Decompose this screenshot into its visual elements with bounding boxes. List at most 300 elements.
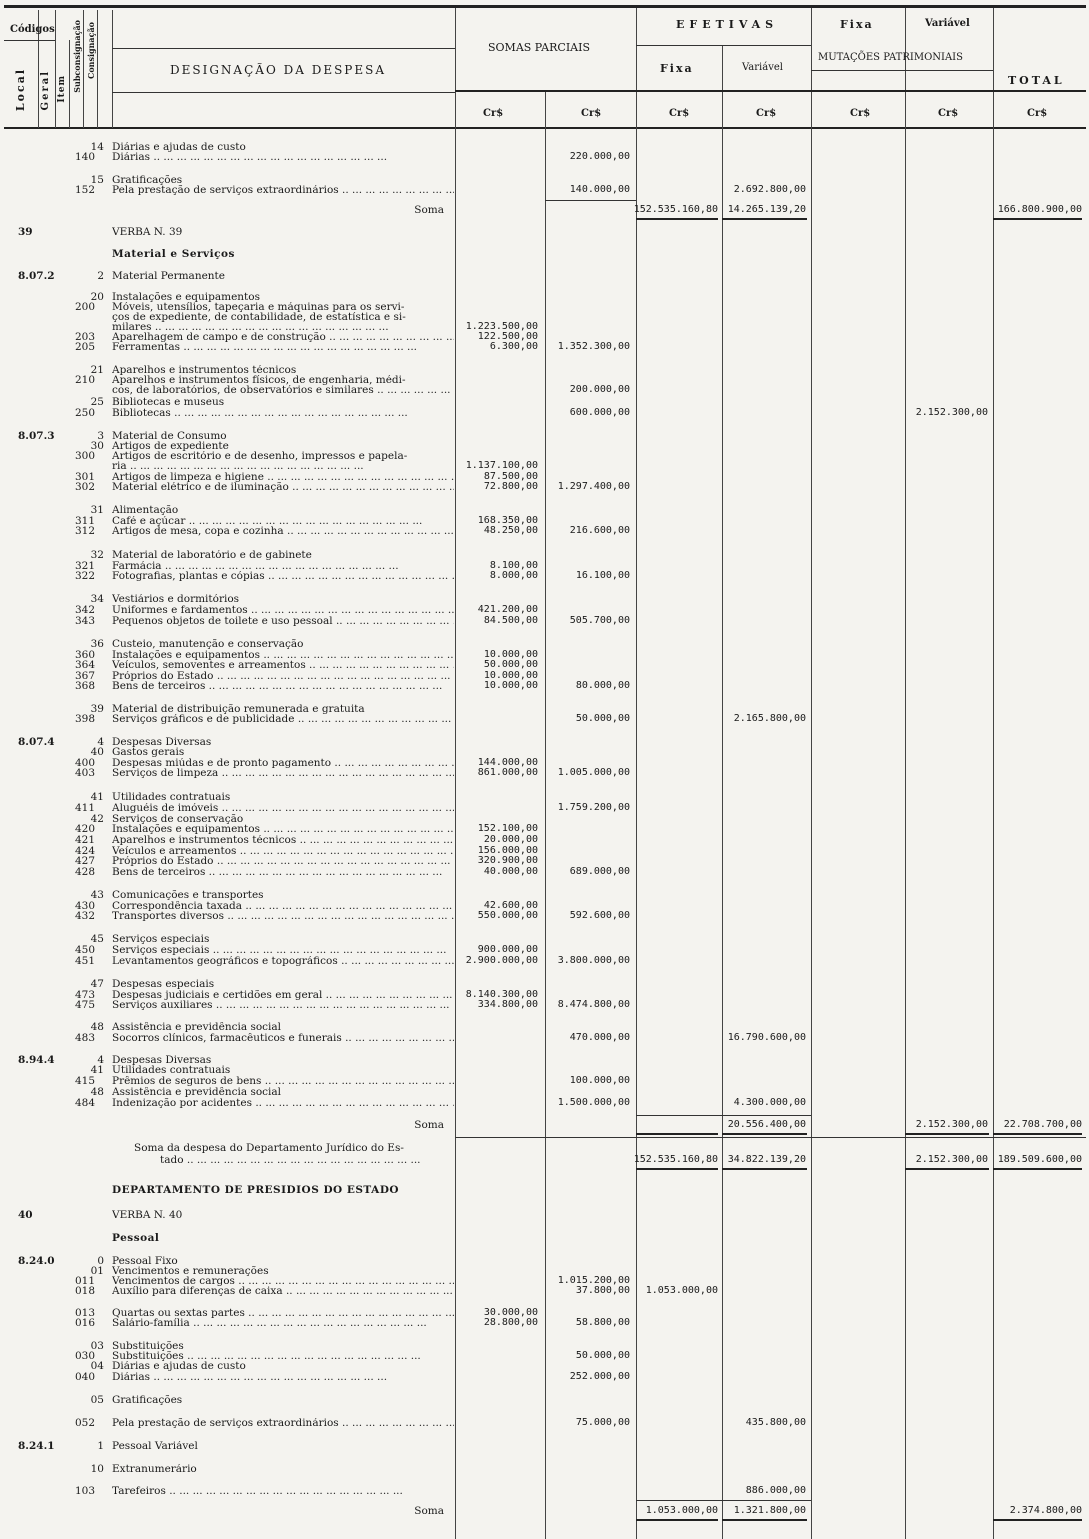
expense-description: Ferramentas .. ..	[112, 342, 454, 352]
partial-sum-2: 1.005.000,00	[557, 767, 630, 778]
partial-sum-1: 421.200,00	[477, 604, 538, 615]
expense-description: Pessoal Variável	[112, 1441, 198, 1451]
expense-description: Diárias e ajudas de custo	[112, 142, 246, 152]
subtotal-rule	[455, 1137, 1086, 1138]
col-rule-geral	[55, 10, 56, 128]
mutacao-variavel: 2.152.300,00	[915, 1154, 988, 1165]
col-rule-total	[993, 8, 994, 1539]
somas-parciais-header: SOMAS PARCIAIS	[488, 41, 590, 54]
expense-description: cos, de laboratórios, de observatórios e similares .. ..	[112, 385, 454, 395]
code-subconsignacao: 34	[90, 593, 104, 605]
code-subconsignacao: 03	[90, 1340, 104, 1352]
code-subconsignacao: 14	[90, 141, 104, 153]
expense-description: Gratificações	[112, 1395, 183, 1405]
total-value: 166.800.900,00	[997, 204, 1082, 215]
code-item: 451	[74, 955, 95, 967]
code-subconsignacao: 01	[90, 1265, 104, 1277]
code-subconsignacao: 32	[90, 549, 104, 561]
code-subconsignacao: 39	[90, 703, 104, 715]
expense-description: Pessoal	[112, 1233, 160, 1243]
sum-rule	[722, 1168, 807, 1170]
expense-description: milares .. ..	[112, 322, 454, 332]
partial-sum-2: 37.800,00	[575, 1285, 630, 1296]
col-rule-cons	[97, 10, 98, 128]
expense-description: Café e açúcar .. ..	[112, 516, 454, 526]
expense-description: Veículos, semoventes e arreamentos .. ..	[112, 660, 454, 670]
total-value: 2.374.800,00	[1009, 1505, 1082, 1516]
efetiva-variavel: 34.822.139,20	[727, 1154, 806, 1165]
expense-description: Artigos de limpeza e higiene .. ..	[112, 472, 454, 482]
expense-description: Salário-família .. ..	[112, 1318, 454, 1328]
expense-description: Serviços especiais	[112, 934, 210, 944]
expense-description: Material e Serviços	[112, 249, 235, 259]
expense-description: Vencimentos e remunerações	[112, 1266, 269, 1276]
partial-sum-1: 42.600,00	[483, 900, 538, 911]
expense-description: Correspondência taxada .. ..	[112, 901, 454, 911]
code-item: 450	[74, 944, 95, 956]
code-item: 420	[74, 823, 95, 835]
sum-rule	[722, 1519, 807, 1521]
efetiva-fixa: 1.053.000,00	[645, 1505, 718, 1516]
expense-description: Quartas ou sextas partes .. ..	[112, 1308, 454, 1318]
mutacao-variavel: 2.152.300,00	[915, 407, 988, 418]
col-rule-mut	[811, 8, 812, 1539]
expense-description: Pela prestação de serviços extraordinários .. ..	[112, 185, 454, 195]
efetiva-variavel: 886.000,00	[745, 1485, 806, 1496]
code-subconsignacao: 41	[90, 1064, 104, 1076]
partial-sum-1: 144.000,00	[477, 757, 538, 768]
code-subconsignacao: 48	[90, 1086, 104, 1098]
fixa-header: Fixa	[660, 62, 694, 75]
partial-sum-1: 10.000,00	[483, 649, 538, 660]
local-header: Local	[14, 68, 27, 112]
item-header: Item	[57, 75, 67, 103]
subconsignacao-header: Subconsignação	[72, 20, 82, 93]
expense-description: Custeio, manutenção e conservação	[112, 639, 304, 649]
partial-sum-2: 252.000,00	[569, 1371, 630, 1382]
partial-sum-2: 600.000,00	[569, 407, 630, 418]
expense-description: Socorros clínicos, farmacêuticos e funerais .. ..	[112, 1033, 454, 1043]
code-subconsignacao: 04	[90, 1360, 104, 1372]
expense-description: Instalações e equipamentos	[112, 292, 260, 302]
partial-sum-1: 72.800,00	[483, 481, 538, 492]
expense-description: Veículos e arreamentos .. ..	[112, 846, 454, 856]
partial-sum-1: 50.000,00	[483, 659, 538, 670]
expense-description: Pessoal Fixo	[112, 1256, 178, 1266]
expense-description: Vestiários e dormitórios	[112, 594, 240, 604]
code-item: 424	[74, 845, 95, 857]
expense-description: Móveis, utensílios, tapeçaria e máquinas para os servi-	[112, 302, 405, 312]
sum-rule	[636, 1133, 718, 1135]
code-item: 140	[74, 151, 95, 163]
expense-description: Auxílio para diferenças de caixa .. ..	[112, 1286, 454, 1296]
expense-description: Material Permanente	[112, 271, 225, 281]
code-subconsignacao: 0	[97, 1255, 104, 1267]
partial-sum-2: 16.100,00	[575, 570, 630, 581]
code-item: 200	[74, 301, 95, 313]
expense-description: Artigos de expediente	[112, 441, 229, 451]
code-subconsignacao: 31	[90, 504, 104, 516]
codigos-header: Códigos	[10, 24, 55, 35]
expense-description: Instalações e equipamentos .. ..	[112, 650, 454, 660]
code-item: 415	[74, 1075, 95, 1087]
expense-description: Material de distribuição remunerada e gratuita	[112, 704, 365, 714]
partial-sum-1: 861.000,00	[477, 767, 538, 778]
code-subconsignacao: 21	[90, 364, 104, 376]
expense-description: Substituições	[112, 1341, 184, 1351]
expense-description: Soma	[414, 1506, 444, 1516]
currency-label: Cr$	[938, 108, 959, 119]
code-item: 301	[74, 471, 95, 483]
partial-sum-2: 80.000,00	[575, 680, 630, 691]
code-subconsignacao: 43	[90, 889, 104, 901]
code-item: 210	[74, 374, 95, 386]
sum-rule	[636, 1168, 718, 1170]
currency-label: Cr$	[483, 108, 504, 119]
code-subconsignacao: 42	[90, 813, 104, 825]
code-subconsignacao: 4	[97, 736, 104, 748]
expense-description: Diárias .. ..	[112, 152, 454, 162]
expense-description: Soma	[414, 205, 444, 215]
expense-description: DEPARTAMENTO DE PRESÍDIOS DO ESTADO	[112, 1185, 400, 1195]
mutacao-variavel: 2.152.300,00	[915, 1119, 988, 1130]
efetiva-variavel: 16.790.600,00	[727, 1032, 806, 1043]
partial-sum-2: 1.500.000,00	[557, 1097, 630, 1108]
expense-description: Gastos gerais	[112, 747, 185, 757]
partial-sum-2: 200.000,00	[569, 384, 630, 395]
expense-description: Vencimentos de cargos .. ..	[112, 1276, 454, 1286]
partial-sum-2: 1.759.200,00	[557, 802, 630, 813]
subtotal-rule	[636, 1115, 811, 1116]
expense-description: Bens de terceiros .. ..	[112, 867, 454, 877]
partial-sum-2: 75.000,00	[575, 1417, 630, 1428]
efetiva-variavel: 20.556.400,00	[727, 1119, 806, 1130]
col-rule-desc	[112, 10, 113, 128]
code-item: 312	[74, 525, 95, 537]
expense-description: Bibliotecas e museus	[112, 397, 225, 407]
code-item: 152	[74, 184, 95, 196]
designacao-rule	[112, 48, 455, 49]
sum-rule	[905, 1133, 989, 1135]
code-subconsignacao: 10	[90, 1463, 104, 1475]
code-item: 203	[74, 331, 95, 343]
code-subconsignacao: 05	[90, 1394, 104, 1406]
partial-sum-1: 10.000,00	[483, 680, 538, 691]
partial-sum-1: 84.500,00	[483, 615, 538, 626]
expense-description: Comunicações e transportes	[112, 890, 264, 900]
expense-description: Gratificações	[112, 175, 183, 185]
expense-description: Assistência e previdência social	[112, 1022, 282, 1032]
subtotal-rule	[545, 200, 636, 201]
partial-sum-2: 220.000,00	[569, 151, 630, 162]
partial-sum-1: 20.000,00	[483, 834, 538, 845]
expense-description: Transportes diversos .. ..	[112, 911, 454, 921]
efetiva-variavel: 4.300.000,00	[733, 1097, 806, 1108]
code-item: 475	[74, 999, 95, 1011]
code-subconsignacao: 20	[90, 291, 104, 303]
currency-rule	[455, 90, 1086, 92]
code-item: 473	[74, 989, 95, 1001]
code-item: 428	[74, 866, 95, 878]
code-item: 400	[74, 757, 95, 769]
partial-sum-1: 6.300,00	[489, 341, 538, 352]
code-subconsignacao: 41	[90, 791, 104, 803]
expense-description: Aparelhagem de campo e de construção .. ..	[112, 332, 454, 342]
partial-sum-1: 8.100,00	[489, 560, 538, 571]
code-subconsignacao: 47	[90, 978, 104, 990]
efetivas-header: EFETIVAS	[676, 18, 779, 31]
code-local: 8.24.1	[18, 1440, 55, 1452]
partial-sum-1: 30.000,00	[483, 1307, 538, 1318]
partial-sum-2: 3.800.000,00	[557, 955, 630, 966]
code-item: 484	[74, 1097, 95, 1109]
code-subconsignacao: 45	[90, 933, 104, 945]
code-item: 430	[74, 900, 95, 912]
partial-sum-1: 152.100,00	[477, 823, 538, 834]
expense-description: VERBA N. 40	[112, 1210, 183, 1220]
efetiva-variavel: 435.800,00	[745, 1417, 806, 1428]
partial-sum-1: 28.800,00	[483, 1317, 538, 1328]
partial-sum-2: 1.352.300,00	[557, 341, 630, 352]
partial-sum-2: 50.000,00	[575, 1350, 630, 1361]
expense-description: tado .. ..	[160, 1155, 454, 1165]
code-item: 427	[74, 855, 95, 867]
expense-description: Próprios do Estado .. ..	[112, 856, 454, 866]
total-header: TOTAL	[1008, 74, 1065, 87]
code-subconsignacao: 4	[97, 1054, 104, 1066]
sum-rule	[636, 1519, 718, 1521]
efetiva-variavel: 1.321.800,00	[733, 1505, 806, 1516]
expense-description: Serviços de limpeza .. ..	[112, 768, 454, 778]
expense-description: Instalações e equipamentos .. ..	[112, 824, 454, 834]
geral-header: Geral	[40, 70, 51, 111]
efetiva-variavel: 14.265.139,20	[727, 204, 806, 215]
code-item: 398	[74, 713, 95, 725]
code-item: 368	[74, 680, 95, 692]
expense-description: Material elétrico e de iluminação .. ..	[112, 482, 454, 492]
expense-description: Substituições .. ..	[112, 1351, 454, 1361]
currency-label: Cr$	[581, 108, 602, 119]
code-item: 040	[74, 1371, 95, 1383]
code-subconsignacao: 25	[90, 396, 104, 408]
code-item: 300	[74, 450, 95, 462]
expense-description: Utilidades contratuais	[112, 1065, 231, 1075]
sum-rule	[636, 218, 718, 220]
code-item: 030	[74, 1350, 95, 1362]
partial-sum-2: 470.000,00	[569, 1032, 630, 1043]
efetivas-rule	[636, 45, 811, 46]
partial-sum-2: 689.000,00	[569, 866, 630, 877]
expense-description: Uniformes e fardamentos .. ..	[112, 605, 454, 615]
total-value: 22.708.700,00	[1003, 1119, 1082, 1130]
code-local: 8.07.3	[18, 430, 55, 442]
expense-description: Utilidades contratuais	[112, 792, 231, 802]
code-item: 311	[74, 515, 95, 527]
code-subconsignacao: 2	[97, 270, 104, 282]
code-local: 40	[18, 1209, 33, 1221]
col-rule-item	[69, 40, 70, 128]
partial-sum-2: 1.297.400,00	[557, 481, 630, 492]
partial-sum-1: 8.000,00	[489, 570, 538, 581]
efetiva-variavel: 2.692.800,00	[733, 184, 806, 195]
code-item: 342	[74, 604, 95, 616]
expense-description: Soma da despesa do Departamento Jurídico do Es-	[134, 1143, 404, 1153]
expense-description: Despesas especiais	[112, 979, 215, 989]
expense-description: Indenização por acidentes .. ..	[112, 1098, 454, 1108]
expense-description: Diárias .. ..	[112, 1372, 454, 1382]
expense-description: Prêmios de seguros de bens .. ..	[112, 1076, 454, 1086]
expense-description: Aparelhos e instrumentos físicos, de engenharia, médi-	[112, 375, 406, 385]
code-item: 403	[74, 767, 95, 779]
expense-description: Extranumerário	[112, 1464, 197, 1474]
expense-description: Aluguéis de imóveis .. ..	[112, 803, 454, 813]
partial-sum-1: 1.223.500,00	[465, 321, 538, 332]
currency-label: Cr$	[850, 108, 871, 119]
expense-description: Alimentação	[112, 505, 179, 515]
partial-sum-2: 50.000,00	[575, 713, 630, 724]
code-subconsignacao: 48	[90, 1021, 104, 1033]
expense-description: Farmácia .. ..	[112, 561, 454, 571]
expense-description: Material de Consumo	[112, 431, 227, 441]
expense-description: Fotografias, plantas e cópias .. ..	[112, 571, 454, 581]
mutacoes-header: MUTAÇÕES PATRIMONIAIS	[818, 52, 963, 63]
efetiva-fixa: 152.535.160,80	[633, 204, 718, 215]
code-item: 250	[74, 407, 95, 419]
code-local: 8.24.0	[18, 1255, 55, 1267]
expense-description: Artigos de escritório e de desenho, impressos e papela-	[112, 451, 408, 461]
code-local: 39	[18, 226, 33, 238]
code-item: 421	[74, 834, 95, 846]
code-item: 205	[74, 341, 95, 353]
fixa-top-header: Fixa	[840, 18, 874, 31]
code-item: 321	[74, 560, 95, 572]
expense-description: Serviços de conservação	[112, 814, 244, 824]
expense-description: Próprios do Estado .. ..	[112, 671, 454, 681]
partial-sum-1: 334.800,00	[477, 999, 538, 1010]
code-subconsignacao: 30	[90, 440, 104, 452]
code-local: 8.07.4	[18, 736, 55, 748]
code-item: 364	[74, 659, 95, 671]
currency-label: Cr$	[669, 108, 690, 119]
partial-sum-2: 8.474.800,00	[557, 999, 630, 1010]
expense-description: Artigos de mesa, copa e cozinha .. ..	[112, 526, 454, 536]
code-subconsignacao: 15	[90, 174, 104, 186]
partial-sum-2: 505.700,00	[569, 615, 630, 626]
partial-sum-1: 320.900,00	[477, 855, 538, 866]
variavel-header: Variável	[742, 62, 783, 73]
sum-rule	[722, 1133, 807, 1135]
expense-description: Bibliotecas .. ..	[112, 408, 454, 418]
code-item: 016	[74, 1317, 95, 1329]
sum-rule	[905, 1168, 989, 1170]
expense-description: Despesas Diversas	[112, 1055, 212, 1065]
sum-rule	[993, 1519, 1082, 1521]
expense-description: Soma	[414, 1120, 444, 1130]
currency-label: Cr$	[756, 108, 777, 119]
code-item: 343	[74, 615, 95, 627]
expense-description: Diárias e ajudas de custo	[112, 1361, 246, 1371]
partial-sum-1: 1.137.100,00	[465, 460, 538, 471]
partial-sum-2: 140.000,00	[569, 184, 630, 195]
code-item: 411	[74, 802, 95, 814]
expense-description: Assistência e previdência social	[112, 1087, 282, 1097]
code-subconsignacao: 36	[90, 638, 104, 650]
code-item: 103	[74, 1485, 95, 1497]
sum-rule	[722, 218, 807, 220]
expense-description: Pequenos objetos de toilete e uso pessoal .. ..	[112, 616, 454, 626]
expense-description: Despesas Diversas	[112, 737, 212, 747]
sum-rule	[993, 218, 1082, 220]
partial-sum-2: 216.600,00	[569, 525, 630, 536]
code-local: 8.07.2	[18, 270, 55, 282]
partial-sum-1: 40.000,00	[483, 866, 538, 877]
code-item: 432	[74, 910, 95, 922]
partial-sum-1: 48.250,00	[483, 525, 538, 536]
expense-description: VERBA N. 39	[112, 227, 183, 237]
partial-sum-1: 8.140.300,00	[465, 989, 538, 1000]
currency-label: Cr$	[1027, 108, 1048, 119]
partial-sum-1: 156.000,00	[477, 845, 538, 856]
efetiva-variavel: 2.165.800,00	[733, 713, 806, 724]
designacao-rule2	[112, 92, 455, 93]
partial-sum-1: 122.500,00	[477, 331, 538, 342]
efetiva-fixa: 152.535.160,80	[633, 1154, 718, 1165]
sum-rule	[993, 1133, 1082, 1135]
partial-sum-2: 592.600,00	[569, 910, 630, 921]
expense-description: Material de laboratório e de gabinete	[112, 550, 312, 560]
partial-sum-1: 550.000,00	[477, 910, 538, 921]
expense-description: Bens de terceiros .. ..	[112, 681, 454, 691]
partial-sum-2: 100.000,00	[569, 1075, 630, 1086]
code-item: 013	[74, 1307, 95, 1319]
expense-description: Serviços especiais .. ..	[112, 945, 454, 955]
partial-sum-1: 900.000,00	[477, 944, 538, 955]
partial-sum-1: 2.900.000,00	[465, 955, 538, 966]
code-item: 011	[74, 1275, 95, 1287]
sum-rule	[993, 1168, 1082, 1170]
col-rule-mut-var	[905, 8, 906, 1539]
code-item: 322	[74, 570, 95, 582]
expense-description: Tarefeiros .. ..	[112, 1486, 454, 1496]
code-subconsignacao: 40	[90, 746, 104, 758]
expense-description: Aparelhos e instrumentos técnicos .. ..	[112, 835, 454, 845]
code-subconsignacao: 1	[97, 1440, 104, 1452]
partial-sum-1: 10.000,00	[483, 670, 538, 681]
partial-sum-2: 58.800,00	[575, 1317, 630, 1328]
mut-rule	[811, 70, 993, 71]
expense-description: ria .. ..	[112, 461, 454, 471]
code-item: 483	[74, 1032, 95, 1044]
top-rule	[4, 5, 1086, 8]
partial-sum-1: 87.500,00	[483, 471, 538, 482]
consignacao-header: Consignação	[86, 22, 96, 80]
col-rule-subcons	[83, 10, 84, 128]
codigos-rule	[4, 40, 55, 41]
expense-description: Aparelhos e instrumentos técnicos	[112, 365, 297, 375]
designacao-header: DESIGNAÇÃO DA DESPESA	[170, 63, 387, 77]
expense-description: Serviços gráficos e de publicidade .. ..	[112, 714, 454, 724]
partial-sum-1: 168.350,00	[477, 515, 538, 526]
expense-description: ços de expediente, de contabilidade, de estatística e si-	[112, 312, 406, 322]
expense-description: Serviços auxiliares .. ..	[112, 1000, 454, 1010]
code-item: 018	[74, 1285, 95, 1297]
expense-description: Despesas judiciais e certidões em geral .. ..	[112, 990, 454, 1000]
expense-description: Levantamentos geográficos e topográficos .. ..	[112, 956, 454, 966]
partial-sum-2: 1.015.200,00	[557, 1275, 630, 1286]
code-item: 302	[74, 481, 95, 493]
efetiva-fixa: 1.053.000,00	[645, 1285, 718, 1296]
code-subconsignacao: 3	[97, 430, 104, 442]
